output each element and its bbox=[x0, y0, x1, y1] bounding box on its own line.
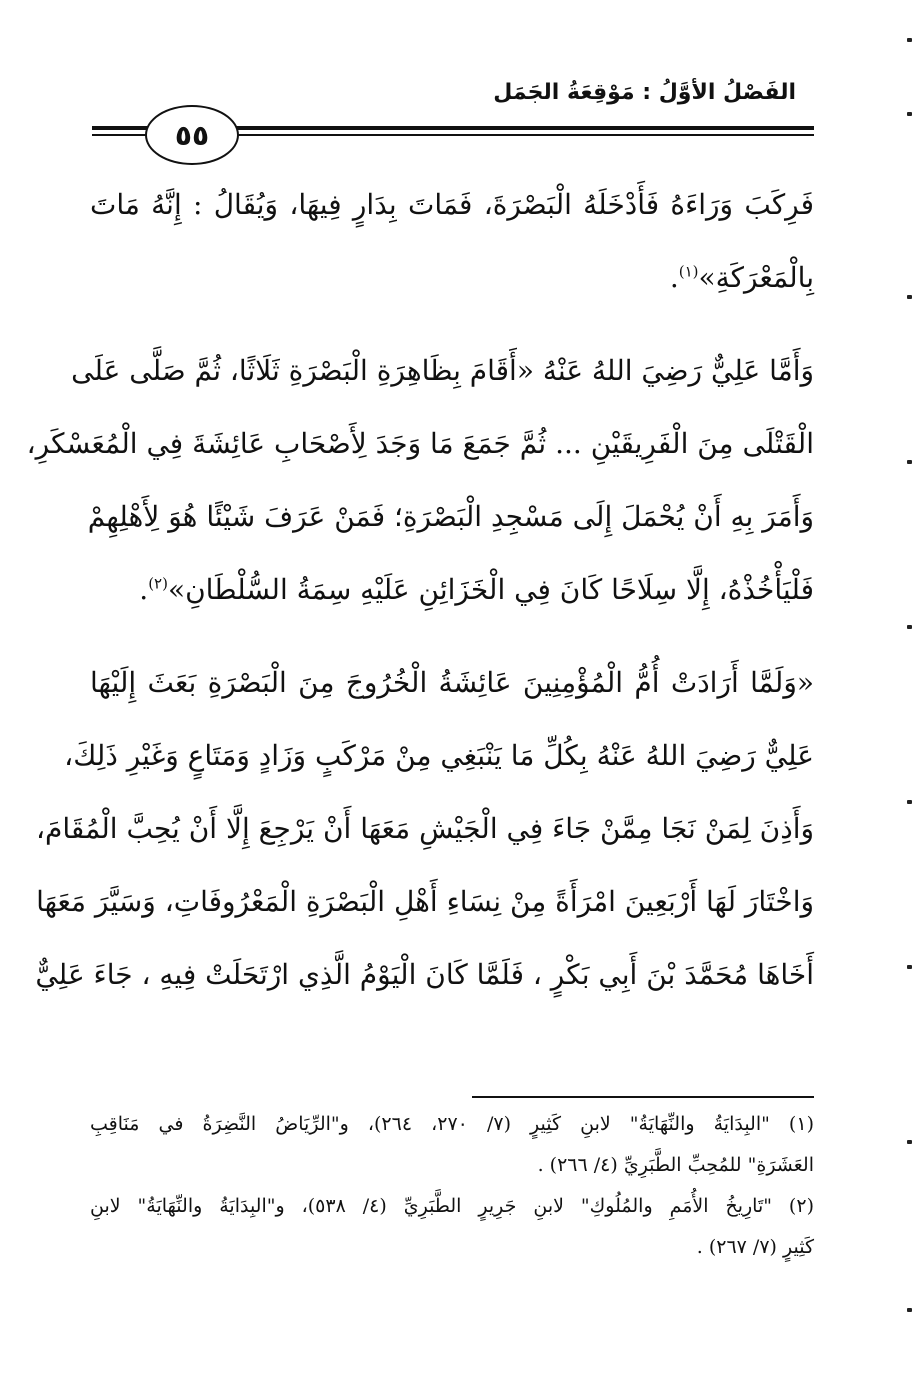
footnote-ref-1[interactable]: (١) bbox=[678, 262, 699, 281]
scan-margin-mark bbox=[907, 112, 912, 116]
scan-margin-mark bbox=[907, 295, 912, 299]
text-line: أَخَاهَا مُحَمَّدَ بْنَ أَبِي بَكْرٍ ، فَلَمَّا كَانَ الْيَوْمُ الَّذِي ارْتَحَلَتْ فِيهِ ، جَاءَ عَلِيٌّ bbox=[35, 958, 814, 991]
running-title: الفَصْلُ الأوَّلُ : مَوْقِعَةُ الجَمَل bbox=[493, 80, 796, 105]
period: . bbox=[139, 573, 149, 606]
text-line-content: بِالْمَعْرَكَةِ» bbox=[698, 261, 814, 294]
footnote-line: كَثِيرٍ (٧/ ٢٦٧) . bbox=[696, 1236, 814, 1258]
page-number: ٥٥ bbox=[145, 105, 239, 165]
footnote-line: العَشَرَةِ" للمُحِبِّ الطَّبَرِيِّ (٤/ ٢٦٦) . bbox=[537, 1154, 814, 1176]
text-line bbox=[90, 553, 814, 626]
text-line bbox=[90, 241, 814, 314]
scan-margin-mark bbox=[907, 38, 912, 42]
footnote-separator bbox=[472, 1096, 814, 1098]
period: . bbox=[669, 261, 679, 294]
paragraph-gap bbox=[90, 626, 814, 646]
text-line: وَأَمَرَ بِهِ أَنْ يُحْمَلَ إِلَى مَسْجِدِ الْبَصْرَةِ؛ فَمَنْ عَرَفَ شَيْئًا هُوَ لِأَهْلِهِمْ bbox=[87, 500, 814, 533]
text-line: وَاخْتَارَ لَهَا أَرْبَعِينَ امْرَأَةً مِنْ نِسَاءِ أَهْلِ الْبَصْرَةِ الْمَعْرُوفَاتِ، وَسَيَّرَ مَعَهَا bbox=[36, 885, 814, 918]
scan-margin-mark bbox=[907, 1308, 912, 1312]
text-line: وَأَمَّا عَلِيٌّ رَضِيَ اللهُ عَنْهُ «أَقَامَ بِظَاهِرَةِ الْبَصْرَةِ ثَلَاثًا، ثُمَّ صَلَّى عَلَى bbox=[71, 354, 814, 387]
scan-margin-mark bbox=[907, 625, 912, 629]
text-line: وَأَذِنَ لِمَنْ نَجَا مِمَّنْ جَاءَ فِي الْجَيْشِ مَعَهَا أَنْ يَرْجِعَ إِلَّا أَنْ يُحِبَّ الْمُقَامَ، bbox=[36, 812, 814, 845]
paragraph-gap bbox=[90, 314, 814, 334]
footnote-line: (١) "البِدَايَةُ والنِّهَايَةُ" لابنِ كَثِيرٍ (٧/ ٢٧٠، ٢٦٤)، و"الرِّيَاضُ النَّضِرَةُ في مَنَاقِبِ bbox=[90, 1113, 814, 1135]
body-text bbox=[26, 168, 814, 1011]
footnotes bbox=[90, 1104, 814, 1268]
text-line: «وَلَمَّا أَرَادَتْ أُمُّ الْمُؤْمِنِينَ عَائِشَةُ الْخُرُوجَ مِنَ الْبَصْرَةِ بَعَثَ إِلَيْهَا bbox=[90, 666, 814, 699]
text-line: عَلِيٌّ رَضِيَ اللهُ عَنْهُ بِكُلِّ مَا يَنْبَغِي مِنْ مَرْكَبٍ وَزَادٍ وَمَتَاعٍ وَغَيْرِ ذَلِكَ، bbox=[64, 739, 814, 772]
text-line: الْقَتْلَى مِنَ الْفَرِيقَيْنِ ... ثُمَّ جَمَعَ مَا وَجَدَ لِأَصْحَابِ عَائِشَةَ فِي الْمُعَسْكَرِ، bbox=[26, 427, 814, 460]
scan-margin-mark bbox=[907, 800, 912, 804]
text-line-content: فَلْيَأْخُذْهُ، إِلَّا سِلَاحًا كَانَ فِي الْخَزَائِنِ عَلَيْهِ سِمَةُ السُّلْطَانِ» bbox=[167, 573, 814, 606]
scan-margin-mark bbox=[907, 965, 912, 969]
footnote-line: (٢) "تَارِيخُ الأُمَمِ والمُلُوكِ" لابنِ جَرِيرٍ الطَّبَرِيِّ (٤/ ٥٣٨)، و"البِدَايَةُ والنِّهَايَةُ" لابنِ bbox=[90, 1195, 814, 1217]
text-line: فَرِكَبَ وَرَاءَهُ فَأَدْخَلَهُ الْبَصْرَةَ، فَمَاتَ بِدَارٍ فِيهَا، وَيُقَالُ : إِنَّهُ مَاتَ bbox=[90, 188, 814, 221]
scan-margin-mark bbox=[907, 1140, 912, 1144]
footnote-ref-2[interactable]: (٢) bbox=[148, 574, 168, 593]
scan-margin-mark bbox=[907, 460, 912, 464]
